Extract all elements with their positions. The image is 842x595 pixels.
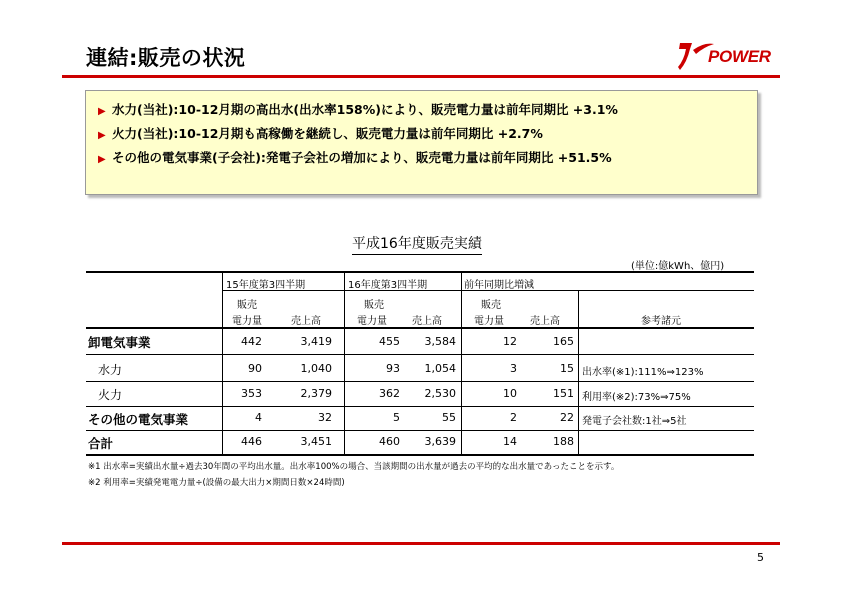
footnote: ※1 出水率=実績出水量÷過去30年間の平均出水量。出水率100%の場合、当該期間の出水量が過去の平均的な出水量であったことを示す。: [88, 462, 620, 472]
col-header-yoy-change: 前年同期比増減: [464, 280, 534, 291]
cell-revenue-change: 22: [560, 411, 574, 424]
summary-bullet: [98, 124, 543, 142]
bullet-arrow-icon: ▶: [98, 154, 106, 165]
logo-text: POWER: [708, 47, 771, 66]
table-rule: [86, 430, 754, 431]
cell-revenue-fy15: 32: [318, 411, 332, 424]
cell-revenue-fy15: 2,379: [300, 387, 332, 400]
col-header-notes: 参考諸元: [641, 316, 681, 327]
page-number: 5: [757, 551, 764, 564]
table-rule: [86, 406, 754, 407]
bullet-arrow-icon: ▶: [98, 106, 106, 117]
cell-revenue-change: 165: [553, 335, 574, 348]
summary-bullet-text: その他の電気事業(子会社):発電子会社の増加により、販売電力量は前年同期比 +51.5%: [112, 150, 612, 165]
table-col-rule: [344, 271, 345, 454]
cell-revenue-fy15: 1,040: [300, 362, 332, 375]
cell-volume-fy16: 455: [379, 335, 400, 348]
col-header-sales-volume: 販売: [364, 300, 384, 311]
row-label: 水力: [98, 363, 123, 377]
bullet-arrow-icon: ▶: [98, 130, 106, 141]
cell-notes: 出水率(※1):111%⇒123%: [582, 367, 704, 378]
col-header-sales-volume-2: 電力量: [474, 316, 504, 327]
table-title: 平成16年度販売実績: [352, 236, 482, 255]
summary-box: [85, 90, 758, 195]
summary-bullet-text: 水力(当社):10-12月期の高出水(出水率158%)により、販売電力量は前年同期比 +3.1%: [112, 102, 618, 117]
cell-volume-fy15: 4: [255, 411, 262, 424]
cell-revenue-fy15: 3,451: [300, 435, 332, 448]
row-label: その他の電気事業: [88, 412, 189, 427]
cell-revenue-change: 188: [553, 435, 574, 448]
table-header-rule: [86, 327, 754, 329]
table-rule: [86, 381, 754, 382]
col-header-sales-volume: 販売: [237, 300, 257, 311]
cell-volume-fy16: 362: [379, 387, 400, 400]
row-label: 火力: [98, 388, 123, 402]
cell-volume-fy15: 442: [241, 335, 262, 348]
col-header-revenue: 売上高: [412, 316, 442, 327]
header-rule: [62, 75, 780, 78]
summary-bullet: [98, 148, 612, 166]
col-header-sales-volume-2: 電力量: [357, 316, 387, 327]
footnote: ※2 利用率=実績発電電力量÷(設備の最大出力×期間日数×24時間): [88, 478, 345, 488]
summary-bullet: [98, 100, 618, 118]
col-header-fy15q3: 15年度第3四半期: [226, 280, 306, 291]
table-unit: (単位:億kWh、億円): [631, 261, 725, 272]
cell-volume-change: 12: [503, 335, 517, 348]
cell-revenue-change: 15: [560, 362, 574, 375]
col-header-sales-volume-2: 電力量: [232, 316, 262, 327]
cell-volume-change: 14: [503, 435, 517, 448]
cell-volume-change: 3: [510, 362, 517, 375]
company-logo: [676, 40, 786, 74]
cell-volume-fy15: 446: [241, 435, 262, 448]
col-header-fy16q3: 16年度第3四半期: [348, 280, 428, 291]
footer-rule: [62, 542, 780, 545]
cell-revenue-fy15: 3,419: [300, 335, 332, 348]
row-label: 卸電気事業: [88, 335, 151, 350]
page-title: 連結:販売の状況: [86, 46, 246, 70]
cell-revenue-fy16: 3,584: [424, 335, 456, 348]
col-header-revenue: 売上高: [291, 316, 321, 327]
cell-volume-fy16: 5: [393, 411, 400, 424]
col-header-sales-volume: 販売: [481, 300, 501, 311]
cell-notes: 発電子会社数:1社⇒5社: [582, 416, 687, 427]
cell-volume-fy15: 90: [248, 362, 262, 375]
cell-revenue-fy16: 1,054: [424, 362, 456, 375]
cell-revenue-fy16: 2,530: [424, 387, 456, 400]
row-label: 合計: [88, 436, 114, 451]
summary-bullet-text: 火力(当社):10-12月期も高稼働を継続し、販売電力量は前年同期比 +2.7%: [112, 126, 543, 141]
col-header-revenue: 売上高: [530, 316, 560, 327]
cell-volume-fy16: 93: [386, 362, 400, 375]
table-rule: [86, 354, 754, 355]
cell-volume-fy15: 353: [241, 387, 262, 400]
cell-volume-change: 2: [510, 411, 517, 424]
table-col-rule: [578, 290, 579, 454]
cell-revenue-change: 151: [553, 387, 574, 400]
cell-revenue-fy16: 3,639: [424, 435, 456, 448]
table-col-rule: [461, 271, 462, 454]
cell-notes: 利用率(※2):73%⇒75%: [582, 392, 691, 403]
cell-revenue-fy16: 55: [442, 411, 456, 424]
table-bottom-rule: [86, 454, 754, 456]
cell-volume-fy16: 460: [379, 435, 400, 448]
cell-volume-change: 10: [503, 387, 517, 400]
table-top-rule: [86, 271, 754, 273]
